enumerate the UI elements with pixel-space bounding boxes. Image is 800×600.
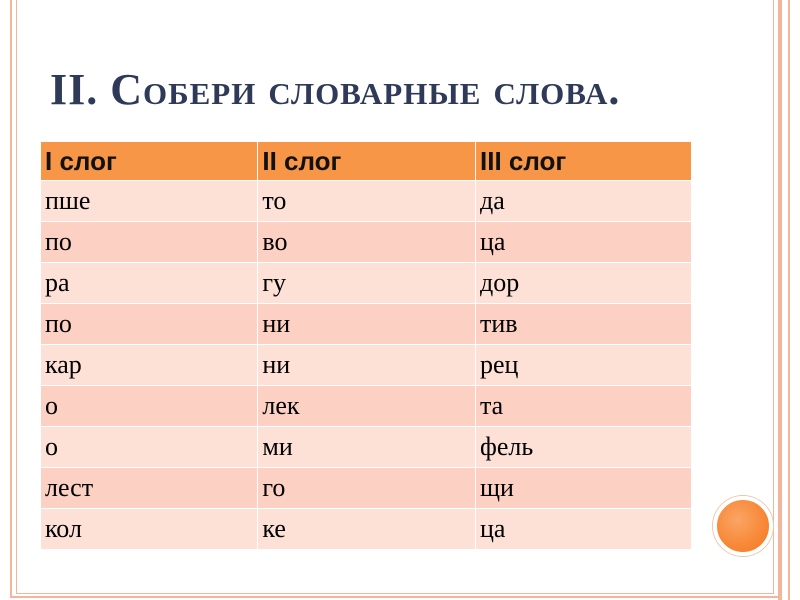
table-cell: ни (258, 345, 476, 386)
table-cell: о (41, 386, 258, 427)
table-row (41, 304, 692, 345)
slide-title: II. Собери словарные слова. (50, 65, 621, 114)
table-cell: кол (41, 509, 258, 550)
table-row (41, 181, 692, 222)
table-cell: тив (476, 304, 692, 345)
table-cell: лек (258, 386, 476, 427)
table-cell: ца (476, 509, 692, 550)
table-cell: го (258, 468, 476, 509)
table-cell: во (258, 222, 476, 263)
table-cell: по (41, 304, 258, 345)
decorative-orb (713, 496, 773, 556)
table-cell: о (41, 427, 258, 468)
table-cell: дор (476, 263, 692, 304)
table-row (41, 468, 692, 509)
table-cell: да (476, 181, 692, 222)
table-cell: ке (258, 509, 476, 550)
table-cell: лест (41, 468, 258, 509)
table-cell: то (258, 181, 476, 222)
header-cell: III слог (476, 142, 692, 181)
syllable-table (40, 141, 692, 550)
header-cell: I слог (41, 142, 258, 181)
table-row (41, 222, 692, 263)
table-cell: ра (41, 263, 258, 304)
table-row (41, 509, 692, 550)
table-row (41, 427, 692, 468)
slide-side-line (778, 0, 782, 600)
table-cell: та (476, 386, 692, 427)
table-header-row (41, 142, 692, 181)
table-cell: кар (41, 345, 258, 386)
table-row (41, 345, 692, 386)
table-cell: ми (258, 427, 476, 468)
table-cell: рец (476, 345, 692, 386)
table-cell: ни (258, 304, 476, 345)
header-cell: II слог (258, 142, 476, 181)
slide-side-line-thin (788, 0, 790, 600)
table-cell: по (41, 222, 258, 263)
table-row (41, 263, 692, 304)
table-cell: гу (258, 263, 476, 304)
table-row (41, 386, 692, 427)
table-cell: пше (41, 181, 258, 222)
table-cell: фель (476, 427, 692, 468)
table-cell: ца (476, 222, 692, 263)
table-cell: щи (476, 468, 692, 509)
